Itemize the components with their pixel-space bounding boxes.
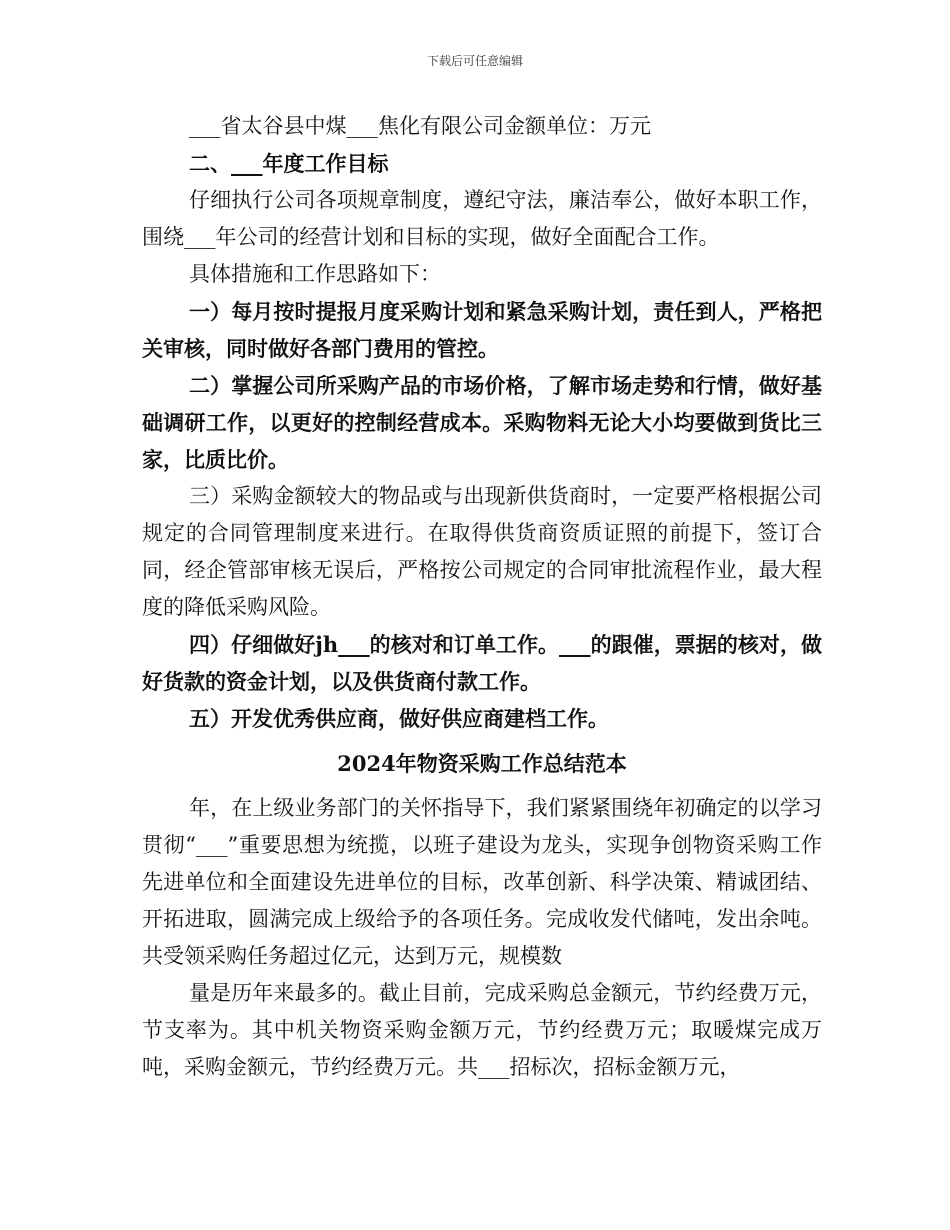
page-header: 下载后可任意编辑	[426, 54, 523, 68]
measure-3: 三）采购金额较大的物品或与出现新供货商时，一定要严格根据公司规定的合同管理制度来进行。在取得供货商资质证照的前提下，签订合同，经企管部审核无误后，严格按公司规定的合同审批流程作业，最大程度的降低采购风险。	[142, 484, 822, 619]
paragraph-goal: 仔细执行公司各项规章制度，遵纪守法，廉洁奉公，做好本职工作，围绕___年公司的经营计划和目标的实现，做好全面配合工作。	[142, 188, 822, 249]
measure-4: 四）仔细做好jh___的核对和订单工作。___的跟催，票据的核对，做好货款的资金计划，以及供货商付款工作。	[142, 632, 822, 694]
measure-1: 一）每月按时提报月度采购计划和紧急采购计划，责任到人，严格把关审核，同时做好各部门费用的管控。	[142, 299, 822, 361]
section-heading: 二、___年度工作目标	[189, 151, 389, 176]
measure-5: 五）开发优秀供应商，做好供应商建档工作。	[189, 706, 609, 731]
measure-2: 二）掌握公司所采购产品的市场价格，了解市场走势和行情，做好基础调研工作，以更好的控制经营成本。采购物料无论大小均要做到货比三家，比质比价。	[142, 373, 822, 472]
company-line: ___省太谷县中煤___焦化有限公司金额单位：万元	[189, 114, 651, 138]
summary-paragraph-2: 量是历年来最多的。截止目前，完成采购总金额元，节约经费万元，节支率为。其中机关物资采购金额万元，节约经费万元；取暖煤完成万吨，采购金额元，节约经费万元。共___招标次，招标金额万元，	[142, 981, 822, 1079]
paragraph-measures-intro: 具体措施和工作思路如下：	[189, 262, 441, 286]
summary-paragraph-1: 年，在上级业务部门的关怀指导下，我们紧紧围绕年初确定的以学习贯彻“___”重要思想为统揽，以班子建设为龙头，实现争创物资采购工作先进单位和全面建设先进单位的目标，改革创新、科学决策、精诚团结、开拓进取，圆满完成上级给予的各项任务。完成收发代储吨，发出余吨。共受领采购任务超过亿元，达到万元，规模数	[142, 796, 822, 968]
document-body	[142, 108, 822, 1086]
document-title: 2024年物资采购工作总结范本	[337, 751, 627, 776]
